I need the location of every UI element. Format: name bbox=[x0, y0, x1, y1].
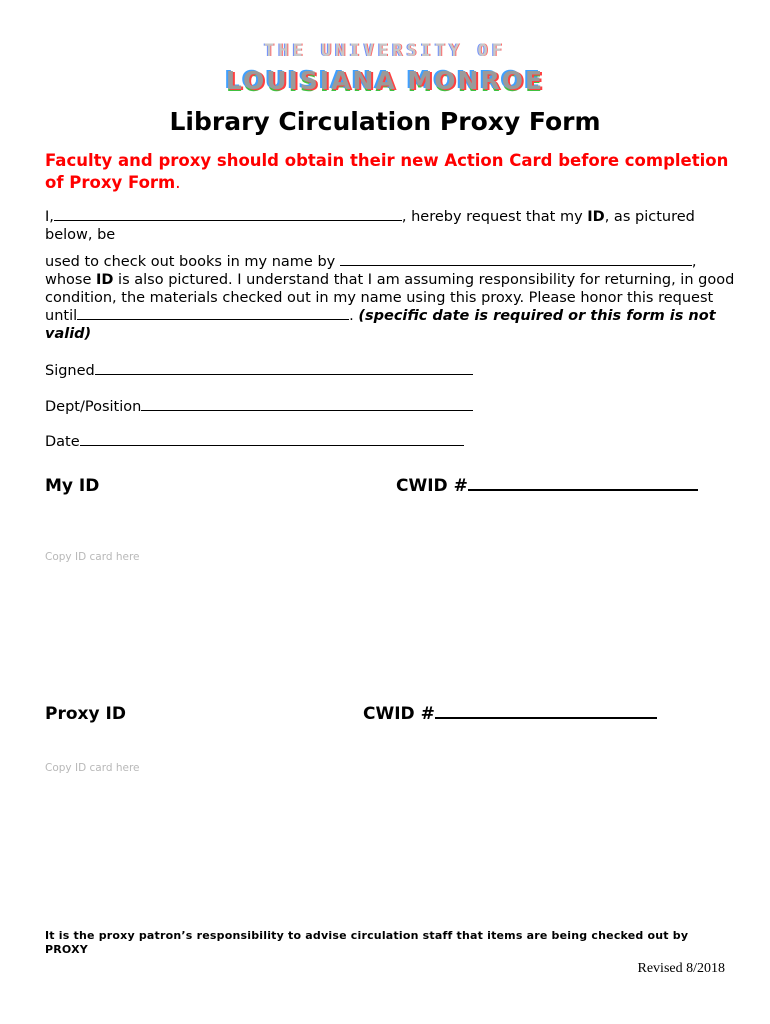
logo-line-1: THE UNIVERSITY OF bbox=[264, 41, 506, 61]
date-field[interactable] bbox=[80, 433, 464, 446]
revision-date: Revised 8/2018 bbox=[637, 961, 725, 976]
dept-field[interactable] bbox=[141, 398, 473, 411]
request-suffix: , as pictured below, be bbox=[45, 209, 695, 243]
dept-row bbox=[45, 398, 473, 416]
proxy-name-field[interactable] bbox=[340, 253, 692, 266]
warning-period: . bbox=[175, 173, 181, 192]
my-id-copy-note: Copy ID card here bbox=[45, 551, 140, 563]
university-logo bbox=[130, 40, 640, 98]
my-cwid-label: CWID # bbox=[396, 476, 468, 496]
request-id-bold: ID bbox=[587, 209, 605, 225]
warning-text: Faculty and proxy should obtain their new Action Card before completion of Proxy Form bbox=[45, 151, 729, 192]
proxy-cwid-field[interactable] bbox=[435, 703, 657, 719]
paragraph-whose: whose bbox=[45, 272, 97, 288]
paragraph-rest: is also pictured. I understand that I am assuming responsibility for returning, in good condition, the materials checked out in my name using this proxy. Please honor this request until bbox=[45, 272, 735, 324]
specific-date-note: (specific date is required or this form is not valid) bbox=[45, 308, 716, 342]
proxy-id-heading: Proxy ID bbox=[45, 704, 126, 724]
proxy-id-copy-note: Copy ID card here bbox=[45, 762, 140, 774]
logo-line-2: LOUISIANA MONROE bbox=[225, 66, 545, 95]
request-middle: , hereby request that my bbox=[401, 209, 588, 225]
footer-notice: It is the proxy patron’s responsibility to advise circulation staff that items are being checked out by PROXY bbox=[45, 929, 689, 956]
signed-row bbox=[45, 362, 473, 380]
paragraph-start: used to check out books in my name by bbox=[45, 254, 340, 270]
page-title: Library Circulation Proxy Form bbox=[169, 107, 601, 136]
paragraph-period: . bbox=[349, 308, 359, 324]
my-id-heading: My ID bbox=[45, 476, 100, 496]
proxy-cwid-label: CWID # bbox=[363, 704, 435, 724]
date-row bbox=[45, 433, 464, 451]
date-label: Date bbox=[45, 434, 80, 450]
signed-field[interactable] bbox=[95, 362, 473, 375]
requester-name-field[interactable] bbox=[54, 208, 402, 221]
dept-label: Dept/Position bbox=[45, 399, 142, 415]
signed-label: Signed bbox=[45, 363, 95, 379]
my-cwid-row bbox=[396, 475, 698, 497]
my-cwid-field[interactable] bbox=[468, 475, 698, 491]
expiry-date-field[interactable] bbox=[77, 307, 349, 320]
request-line bbox=[45, 208, 735, 244]
paragraph-id-bold: ID bbox=[96, 272, 114, 288]
request-prefix: I, bbox=[45, 209, 54, 225]
request-paragraph bbox=[45, 253, 735, 343]
paragraph-comma: , bbox=[691, 254, 697, 270]
action-card-warning bbox=[45, 150, 735, 194]
proxy-cwid-row bbox=[363, 703, 657, 725]
